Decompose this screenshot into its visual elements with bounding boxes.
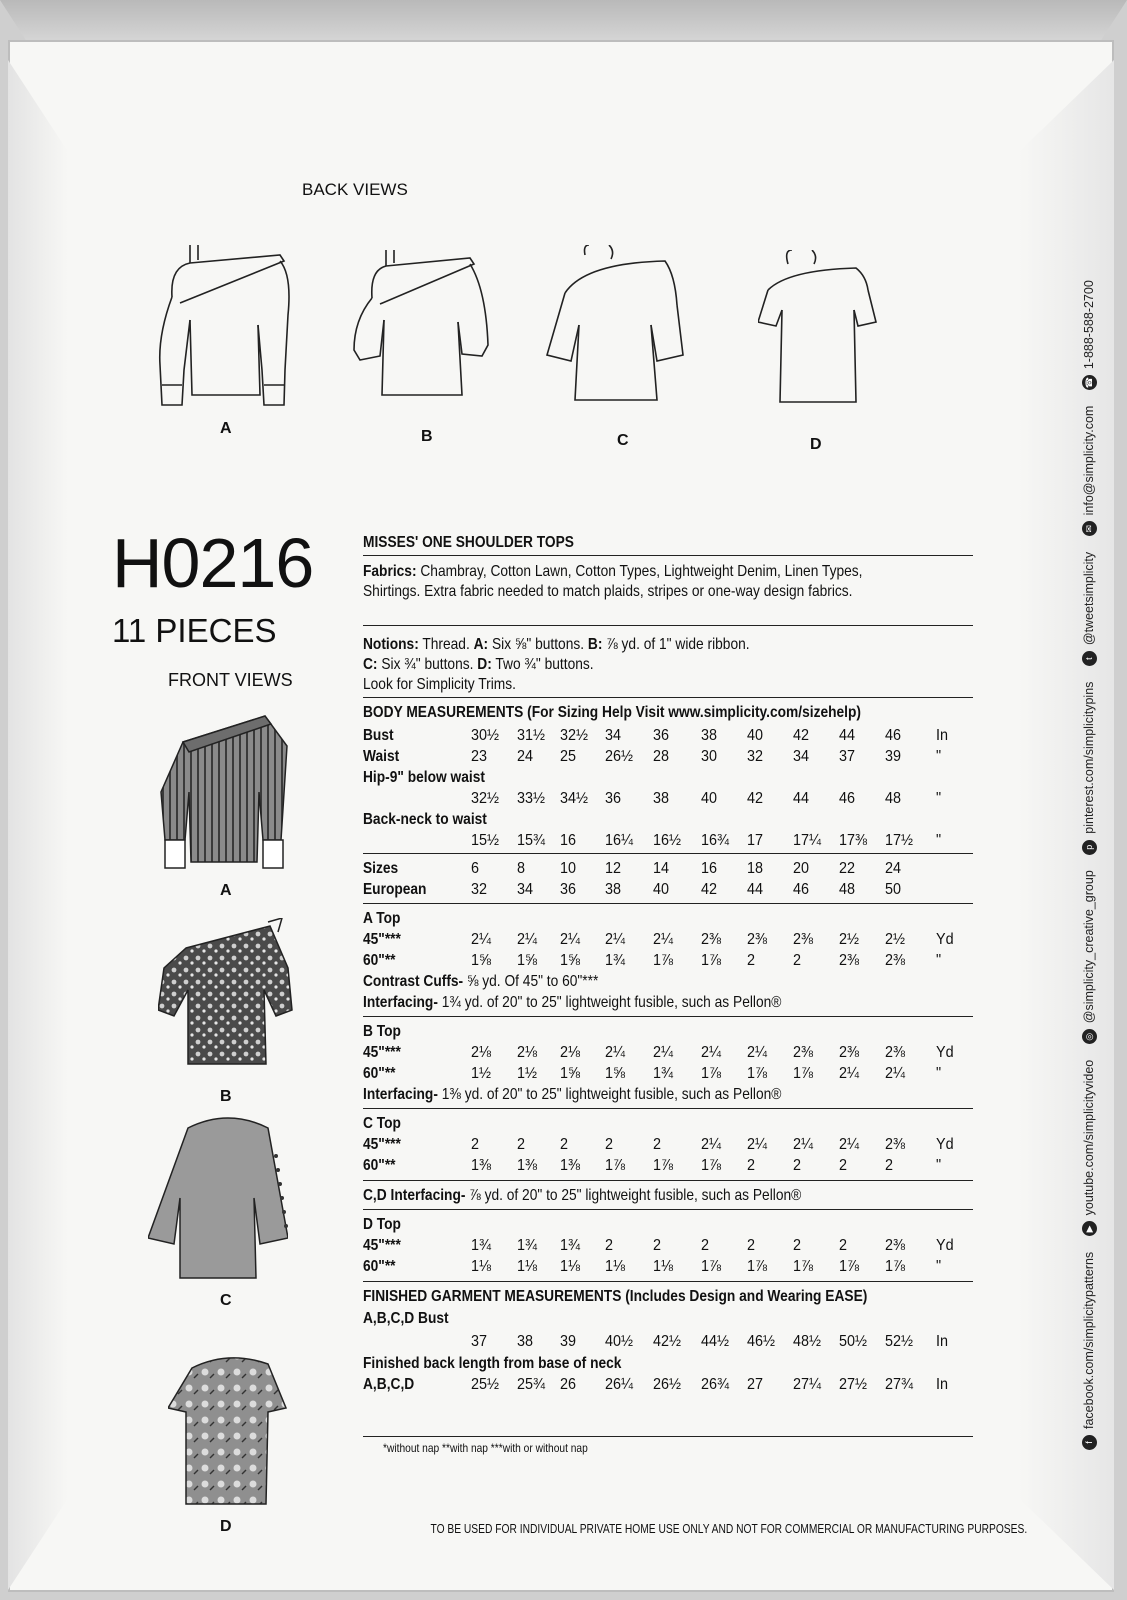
divider <box>363 1016 973 1017</box>
c-top-title: C Top <box>363 1115 401 1132</box>
pinterest-icon: p <box>1082 840 1097 855</box>
table-cell: 2 <box>605 1136 614 1153</box>
table-cell: 1½ <box>471 1065 492 1082</box>
table-cell: 2 <box>605 1237 614 1254</box>
divider <box>363 555 973 556</box>
table-cell: 39 <box>885 748 902 765</box>
table-cell: 1⅛ <box>560 1258 581 1275</box>
table-cell: 40 <box>747 727 764 744</box>
hip-row <box>363 790 973 810</box>
youtube-icon: ▶ <box>1082 1221 1097 1236</box>
back-view-d-label: D <box>810 436 822 453</box>
table-cell: 1⅞ <box>793 1065 814 1082</box>
table-cell: 2⅜ <box>885 952 906 969</box>
table-cell: 16¼ <box>605 832 634 849</box>
table-cell: 2½ <box>885 931 906 948</box>
table-cell: 30 <box>701 748 718 765</box>
piece-count: 11 PIECES <box>112 612 277 649</box>
table-cell: 18 <box>747 860 764 877</box>
d-45-row <box>363 1237 973 1257</box>
unit-cell: In <box>936 1333 949 1350</box>
table-cell: 2¼ <box>793 1136 814 1153</box>
front-views-title: FRONT VIEWS <box>168 670 293 690</box>
table-cell: 1⅝ <box>605 1065 626 1082</box>
twitter-link[interactable]: @tweetsimplicity <box>1082 551 1096 646</box>
table-cell: 2⅜ <box>885 1044 906 1061</box>
row-label: 45"*** <box>363 1136 401 1153</box>
table-cell: 32 <box>747 748 764 765</box>
table-cell: 1⅛ <box>517 1258 538 1275</box>
back-view-c-label: C <box>617 432 629 449</box>
row-label: European <box>363 881 427 898</box>
table-cell: 1⅞ <box>839 1258 860 1275</box>
table-cell: 2⅜ <box>793 1044 814 1061</box>
back-view-a-label: A <box>220 420 232 437</box>
table-cell: 30½ <box>471 727 500 744</box>
european-row <box>363 881 973 901</box>
row-label: 60"** <box>363 952 396 969</box>
table-cell: 1⅞ <box>747 1065 768 1082</box>
table-cell: 2¼ <box>701 1136 722 1153</box>
table-cell: 1⅞ <box>793 1258 814 1275</box>
table-cell: 2 <box>471 1136 480 1153</box>
finished-length-label: Finished back length from base of neck <box>363 1355 622 1372</box>
table-cell: 2 <box>701 1237 710 1254</box>
row-label: 45"*** <box>363 1044 401 1061</box>
table-cell: 31½ <box>517 727 546 744</box>
table-cell: 38 <box>653 790 670 807</box>
table-cell: 2⅜ <box>793 931 814 948</box>
table-cell: 32½ <box>471 790 500 807</box>
email-icon: ✉ <box>1082 521 1097 536</box>
garment-title: MISSES' ONE SHOULDER TOPS <box>363 534 574 551</box>
back-view-b-label: B <box>421 428 433 445</box>
row-label: Sizes <box>363 860 399 877</box>
table-cell: 27 <box>747 1376 764 1393</box>
table-cell: 46 <box>885 727 902 744</box>
table-cell: 26½ <box>653 1376 682 1393</box>
row-label: 60"** <box>363 1157 396 1174</box>
contact-sidebar <box>1082 268 1097 1450</box>
table-cell: 2 <box>793 952 802 969</box>
table-cell: 44½ <box>701 1333 730 1350</box>
table-cell: 38 <box>517 1333 534 1350</box>
table-cell: 42 <box>747 790 764 807</box>
row-label: 45"*** <box>363 1237 401 1254</box>
table-cell: 2 <box>747 952 756 969</box>
table-cell: 2 <box>747 1157 756 1174</box>
table-cell: 16 <box>701 860 718 877</box>
table-cell: 34 <box>793 748 810 765</box>
unit-cell: Yd <box>936 1044 954 1061</box>
table-cell: 27¾ <box>885 1376 914 1393</box>
divider <box>363 625 973 626</box>
front-view-b-drawing <box>158 918 293 1068</box>
table-cell: 8 <box>517 860 526 877</box>
table-cell: 1⅜ <box>471 1157 492 1174</box>
table-cell: 25 <box>560 748 577 765</box>
pinterest-link[interactable]: pinterest.com/simplicitypins <box>1082 681 1096 834</box>
table-cell: 1⅝ <box>560 1065 581 1082</box>
table-cell: 2 <box>747 1237 756 1254</box>
table-cell: 1⅝ <box>471 952 492 969</box>
c-60-row <box>363 1157 973 1177</box>
table-cell: 40½ <box>605 1333 634 1350</box>
table-cell: 26 <box>560 1376 577 1393</box>
envelope-right-flap <box>1019 60 1114 1590</box>
table-cell: 16¾ <box>701 832 730 849</box>
front-view-a-drawing <box>155 712 295 872</box>
front-view-b-label: B <box>220 1088 232 1105</box>
table-cell: 50 <box>885 881 902 898</box>
table-cell: 42 <box>793 727 810 744</box>
table-cell: 2¼ <box>605 1044 626 1061</box>
finished-bust-label: A,B,C,D Bust <box>363 1310 449 1327</box>
table-cell: 2¼ <box>471 931 492 948</box>
unit-cell: Yd <box>936 1136 954 1153</box>
table-cell: 22 <box>839 860 856 877</box>
fabrics-line-2: Shirtings. Extra fabric needed to match plaids, stripes or one-way design fabrics. <box>363 583 853 600</box>
table-cell: 1⅛ <box>605 1258 626 1275</box>
front-view-c-drawing <box>148 1108 288 1283</box>
b-interfacing-line: Interfacing- 1⅜ yd. of 20" to 25" lightweight fusible, such as Pellon® <box>363 1086 782 1103</box>
table-cell: 46½ <box>747 1333 776 1350</box>
table-cell: 27¼ <box>793 1376 822 1393</box>
table-cell: 1¾ <box>471 1237 492 1254</box>
table-cell: 2⅛ <box>471 1044 492 1061</box>
a-60-row <box>363 952 973 972</box>
table-cell: 15¾ <box>517 832 546 849</box>
table-cell: 27½ <box>839 1376 868 1393</box>
table-cell: 2 <box>793 1237 802 1254</box>
facebook-link[interactable]: facebook.com/simplicitypatterns <box>1082 1251 1096 1429</box>
unit-cell: " <box>936 952 942 969</box>
finished-length-row <box>363 1376 973 1396</box>
row-label: Bust <box>363 727 394 744</box>
table-cell: 32½ <box>560 727 589 744</box>
unit-cell: " <box>936 790 942 807</box>
phone-icon: ☎ <box>1082 375 1097 390</box>
table-cell: 48 <box>839 881 856 898</box>
table-cell: 2⅜ <box>747 931 768 948</box>
table-cell: 17⅜ <box>839 832 868 849</box>
table-cell: 2 <box>839 1237 848 1254</box>
a-interfacing-line: Interfacing- 1¾ yd. of 20" to 25" lightweight fusible, such as Pellon® <box>363 994 782 1011</box>
pattern-number: H0216 <box>112 524 314 602</box>
back-view-b-drawing <box>352 250 492 405</box>
table-cell: 2⅛ <box>517 1044 538 1061</box>
table-cell: 2 <box>885 1157 894 1174</box>
table-cell: 37 <box>471 1333 488 1350</box>
table-cell: 36 <box>605 790 622 807</box>
table-cell: 2⅜ <box>839 952 860 969</box>
table-cell: 2⅜ <box>839 1044 860 1061</box>
row-label: 45"*** <box>363 931 401 948</box>
table-cell: 23 <box>471 748 488 765</box>
divider <box>363 853 973 854</box>
table-cell: 1⅝ <box>517 952 538 969</box>
table-cell: 1⅞ <box>653 952 674 969</box>
table-cell: 2⅜ <box>701 931 722 948</box>
table-cell: 1¾ <box>560 1237 581 1254</box>
email-link[interactable]: info@simplicity.com <box>1082 405 1096 516</box>
table-cell: 26¾ <box>701 1376 730 1393</box>
table-cell: 2⅛ <box>560 1044 581 1061</box>
table-cell: 2¼ <box>653 1044 674 1061</box>
twitter-icon: t <box>1082 651 1097 666</box>
phone-number: 1-888-588-2700 <box>1082 280 1096 370</box>
table-cell: 2 <box>517 1136 526 1153</box>
table-cell: 25½ <box>471 1376 500 1393</box>
finished-bust-row <box>363 1333 973 1353</box>
back-view-c-drawing <box>545 245 685 405</box>
divider <box>363 1209 973 1210</box>
table-cell: 2¼ <box>885 1065 906 1082</box>
hip-label: Hip-9" below waist <box>363 769 485 786</box>
row-label: Waist <box>363 748 400 765</box>
table-cell: 1½ <box>517 1065 538 1082</box>
envelope-left-flap <box>8 60 68 1590</box>
divider <box>363 697 973 698</box>
nap-footnote: *without nap **with nap ***with or without nap <box>383 1441 588 1455</box>
a-cuffs-line: Contrast Cuffs- ⅝ yd. Of 45" to 60"*** <box>363 973 599 990</box>
divider <box>363 1281 973 1282</box>
table-cell: 17½ <box>885 832 914 849</box>
table-cell: 38 <box>701 727 718 744</box>
table-cell: 10 <box>560 860 577 877</box>
front-view-d-drawing <box>168 1350 288 1510</box>
instagram-link[interactable]: @simplicity_creative_group <box>1082 870 1096 1024</box>
table-cell: 1⅞ <box>701 1258 722 1275</box>
table-cell: 17 <box>747 832 764 849</box>
table-cell: 37 <box>839 748 856 765</box>
table-cell: 1⅛ <box>471 1258 492 1275</box>
row-label: A,B,C,D <box>363 1376 415 1393</box>
front-view-a-label: A <box>220 882 232 899</box>
notions-line-3: Look for Simplicity Trims. <box>363 676 516 693</box>
table-cell: 2¼ <box>839 1065 860 1082</box>
back-view-d-drawing <box>758 250 878 410</box>
facebook-icon: f <box>1082 1435 1097 1450</box>
row-label: 60"** <box>363 1065 396 1082</box>
table-cell: 1⅜ <box>560 1157 581 1174</box>
table-cell: 36 <box>560 881 577 898</box>
table-cell: 24 <box>517 748 534 765</box>
table-cell: 44 <box>747 881 764 898</box>
table-cell: 42½ <box>653 1333 682 1350</box>
unit-cell: In <box>936 727 949 744</box>
table-cell: 33½ <box>517 790 546 807</box>
unit-cell: " <box>936 1157 942 1174</box>
unit-cell: " <box>936 1258 942 1275</box>
b-45-row <box>363 1044 973 1064</box>
table-cell: 2 <box>653 1237 662 1254</box>
table-cell: 2¼ <box>747 1044 768 1061</box>
table-cell: 34½ <box>560 790 589 807</box>
finished-measurements-heading: FINISHED GARMENT MEASUREMENTS (Includes Design and Wearing EASE) <box>363 1288 868 1305</box>
table-cell: 2½ <box>839 931 860 948</box>
bust-row <box>363 727 973 747</box>
youtube-link[interactable]: youtube.com/simplicityvideo <box>1082 1059 1096 1216</box>
row-label: 60"** <box>363 1258 396 1275</box>
a-45-row <box>363 931 973 951</box>
divider <box>363 1436 973 1437</box>
table-cell: 50½ <box>839 1333 868 1350</box>
unit-cell: Yd <box>936 931 954 948</box>
table-cell: 16½ <box>653 832 682 849</box>
table-cell: 2 <box>653 1136 662 1153</box>
table-cell: 2 <box>560 1136 569 1153</box>
table-cell: 2 <box>839 1157 848 1174</box>
table-cell: 2¼ <box>839 1136 860 1153</box>
table-cell: 26½ <box>605 748 634 765</box>
table-cell: 48 <box>885 790 902 807</box>
backneck-row <box>363 832 973 852</box>
table-cell: 2¼ <box>653 931 674 948</box>
table-cell: 2¼ <box>517 931 538 948</box>
table-cell: 24 <box>885 860 902 877</box>
notions-line-2: C: Six ¾" buttons. D: Two ¾" buttons. <box>363 656 594 673</box>
divider <box>363 1180 973 1181</box>
unit-cell: In <box>936 1376 949 1393</box>
sizes-row <box>363 860 973 880</box>
table-cell: 1⅞ <box>605 1157 626 1174</box>
table-cell: 1⅞ <box>701 952 722 969</box>
table-cell: 2¼ <box>701 1044 722 1061</box>
body-measurements-heading: BODY MEASUREMENTS (For Sizing Help Visit www.simplicity.com/sizehelp) <box>363 704 861 721</box>
table-cell: 17¼ <box>793 832 822 849</box>
table-cell: 15½ <box>471 832 500 849</box>
table-cell: 1⅞ <box>701 1065 722 1082</box>
backneck-label: Back-neck to waist <box>363 811 487 828</box>
table-cell: 38 <box>605 881 622 898</box>
table-cell: 20 <box>793 860 810 877</box>
notions-line-1: Notions: Thread. A: Six ⅝" buttons. B: ⅞ yd. of 1" wide ribbon. <box>363 636 750 653</box>
table-cell: 42 <box>701 881 718 898</box>
back-views-title: BACK VIEWS <box>302 180 408 199</box>
unit-cell: Yd <box>936 1237 954 1254</box>
table-cell: 36 <box>653 727 670 744</box>
b-60-row <box>363 1065 973 1085</box>
table-cell: 14 <box>653 860 670 877</box>
table-cell: 1⅜ <box>517 1157 538 1174</box>
table-cell: 46 <box>839 790 856 807</box>
table-cell: 1⅞ <box>701 1157 722 1174</box>
divider <box>363 1108 973 1109</box>
table-cell: 1¾ <box>517 1237 538 1254</box>
table-cell: 39 <box>560 1333 577 1350</box>
b-top-title: B Top <box>363 1023 401 1040</box>
table-cell: 2¼ <box>605 931 626 948</box>
c-45-row <box>363 1136 973 1156</box>
table-cell: 1⅝ <box>560 952 581 969</box>
table-cell: 1¾ <box>605 952 626 969</box>
unit-cell: " <box>936 832 942 849</box>
table-cell: 12 <box>605 860 622 877</box>
waist-row <box>363 748 973 768</box>
table-cell: 34 <box>517 881 534 898</box>
unit-cell: " <box>936 748 942 765</box>
table-cell: 48½ <box>793 1333 822 1350</box>
table-cell: 34 <box>605 727 622 744</box>
table-cell: 25¾ <box>517 1376 546 1393</box>
table-cell: 52½ <box>885 1333 914 1350</box>
table-cell: 1¾ <box>653 1065 674 1082</box>
table-cell: 16 <box>560 832 577 849</box>
d-60-row <box>363 1258 973 1278</box>
divider <box>363 903 973 904</box>
unit-cell: " <box>936 1065 942 1082</box>
table-cell: 2⅜ <box>885 1237 906 1254</box>
table-cell: 28 <box>653 748 670 765</box>
table-cell: 1⅞ <box>885 1258 906 1275</box>
table-cell: 46 <box>793 881 810 898</box>
table-cell: 1⅞ <box>747 1258 768 1275</box>
table-cell: 1⅛ <box>653 1258 674 1275</box>
table-cell: 2⅜ <box>885 1136 906 1153</box>
table-cell: 44 <box>793 790 810 807</box>
table-cell: 2¼ <box>560 931 581 948</box>
table-cell: 40 <box>701 790 718 807</box>
fabrics-line-1: Fabrics: Chambray, Cotton Lawn, Cotton Types, Lightweight Denim, Linen Types, <box>363 563 863 580</box>
table-cell: 26¼ <box>605 1376 634 1393</box>
table-cell: 2¼ <box>747 1136 768 1153</box>
disclaimer: TO BE USED FOR INDIVIDUAL PRIVATE HOME USE ONLY AND NOT FOR COMMERCIAL OR MANUFACTURING PURPOSES. <box>430 1522 1028 1536</box>
table-cell: 1⅞ <box>653 1157 674 1174</box>
cd-interfacing-line: C,D Interfacing- ⅞ yd. of 20" to 25" lightweight fusible, such as Pellon® <box>363 1187 802 1204</box>
front-view-c-label: C <box>220 1292 232 1309</box>
table-cell: 6 <box>471 860 480 877</box>
instagram-icon: ◎ <box>1082 1029 1097 1044</box>
a-top-title: A Top <box>363 910 401 927</box>
table-cell: 44 <box>839 727 856 744</box>
table-cell: 40 <box>653 881 670 898</box>
table-cell: 2 <box>793 1157 802 1174</box>
back-view-a-drawing <box>150 245 300 410</box>
table-cell: 32 <box>471 881 488 898</box>
front-view-d-label: D <box>220 1518 232 1535</box>
d-top-title: D Top <box>363 1216 401 1233</box>
